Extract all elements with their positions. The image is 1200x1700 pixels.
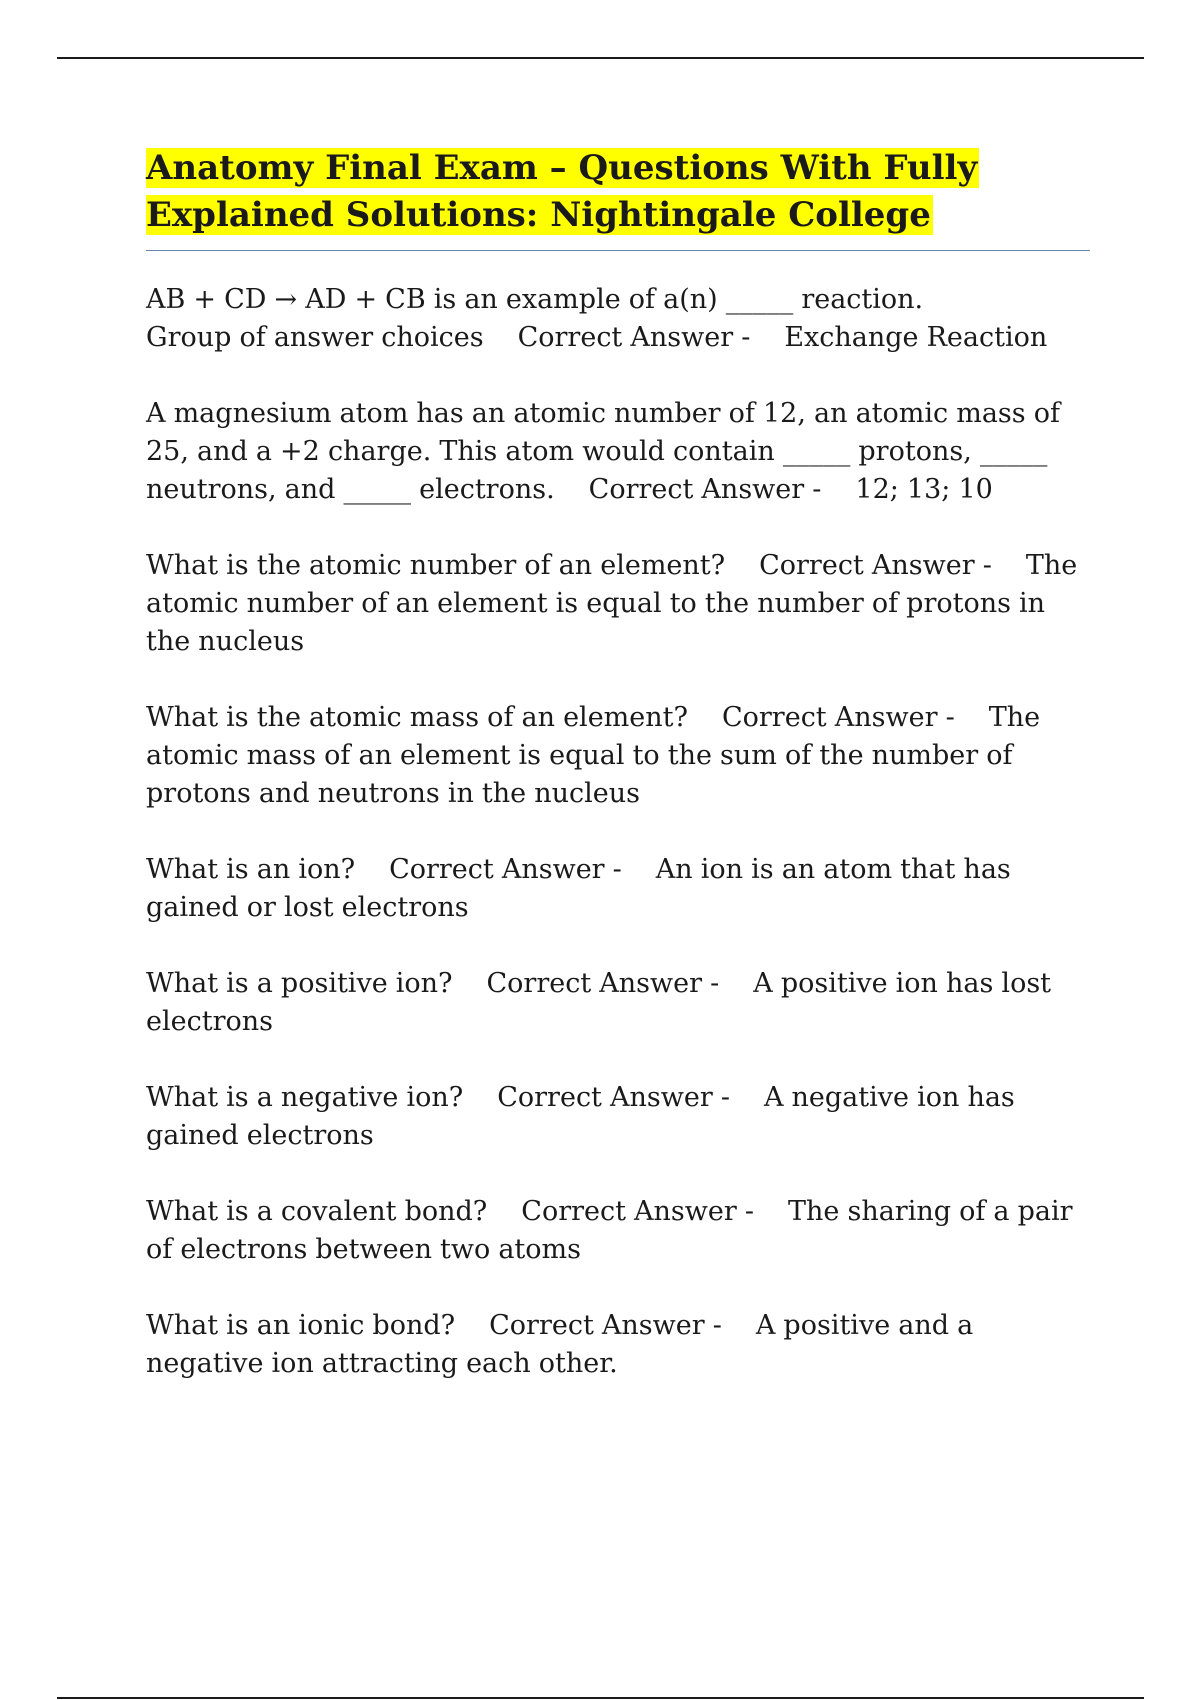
answer-label: Correct Answer - — [517, 322, 751, 353]
title-line-1: Anatomy Final Exam – Questions With Fully — [146, 148, 978, 188]
question-text: What is an ion? — [146, 854, 356, 885]
document-body — [146, 145, 1091, 1421]
question-text: A magnesium atom has an atomic number of 12, an atomic mass of 25, and a +2 charge. This atom would contain _____ protons, _____ neutrons, and _____ electrons. — [146, 398, 1069, 505]
answer-label: Correct Answer - — [759, 550, 992, 581]
answer-label: Correct Answer - — [486, 968, 720, 999]
qa-item — [146, 1193, 1091, 1269]
qa-item — [146, 1079, 1091, 1155]
question-text: AB + CD → AD + CB is an example of a(n) _____ reaction. Group of answer choices — [146, 284, 924, 353]
qa-item — [146, 281, 1091, 357]
top-rule — [57, 57, 1144, 59]
title-line-2: Explained Solutions: Nightingale College — [146, 195, 931, 235]
answer-text: Exchange Reaction — [784, 322, 1048, 353]
answer-text: A positive ion has lost electrons — [146, 968, 1060, 1037]
answer-label: Correct Answer - — [497, 1082, 730, 1113]
question-text: What is a positive ion? — [146, 968, 453, 999]
answer-text: The sharing of a pair of electrons between two atoms — [146, 1196, 1081, 1265]
title-divider — [146, 250, 1090, 251]
qa-item — [146, 699, 1091, 813]
qa-item — [146, 547, 1091, 661]
answer-text: A negative ion has gained electrons — [146, 1082, 1023, 1151]
document-title — [146, 145, 1091, 239]
question-text: What is an ionic bond? — [146, 1310, 456, 1341]
answer-label: Correct Answer - — [521, 1196, 754, 1227]
answer-text: An ion is an atom that has gained or lost electrons — [146, 854, 1019, 923]
qa-item — [146, 1307, 1091, 1383]
answer-text: The atomic number of an element is equal to the number of protons in the nucleus — [146, 550, 1086, 657]
qa-list — [146, 281, 1091, 1383]
answer-text: The atomic mass of an element is equal to the sum of the number of protons and neutrons in the nucleus — [146, 702, 1049, 809]
answer-label: Correct Answer - — [389, 854, 622, 885]
answer-label: Correct Answer - — [489, 1310, 722, 1341]
answer-label: Correct Answer - — [588, 474, 822, 505]
question-text: What is a negative ion? — [146, 1082, 464, 1113]
answer-label: Correct Answer - — [721, 702, 955, 733]
qa-item — [146, 965, 1091, 1041]
question-text: What is a covalent bond? — [146, 1196, 488, 1227]
answer-text: A positive and a negative ion attracting each other. — [146, 1310, 982, 1379]
question-text: What is the atomic mass of an element? — [146, 702, 688, 733]
question-text: What is the atomic number of an element? — [146, 550, 726, 581]
qa-item — [146, 851, 1091, 927]
answer-text: 12; 13; 10 — [855, 474, 993, 505]
qa-item — [146, 395, 1091, 509]
bottom-rule — [57, 1697, 1144, 1699]
